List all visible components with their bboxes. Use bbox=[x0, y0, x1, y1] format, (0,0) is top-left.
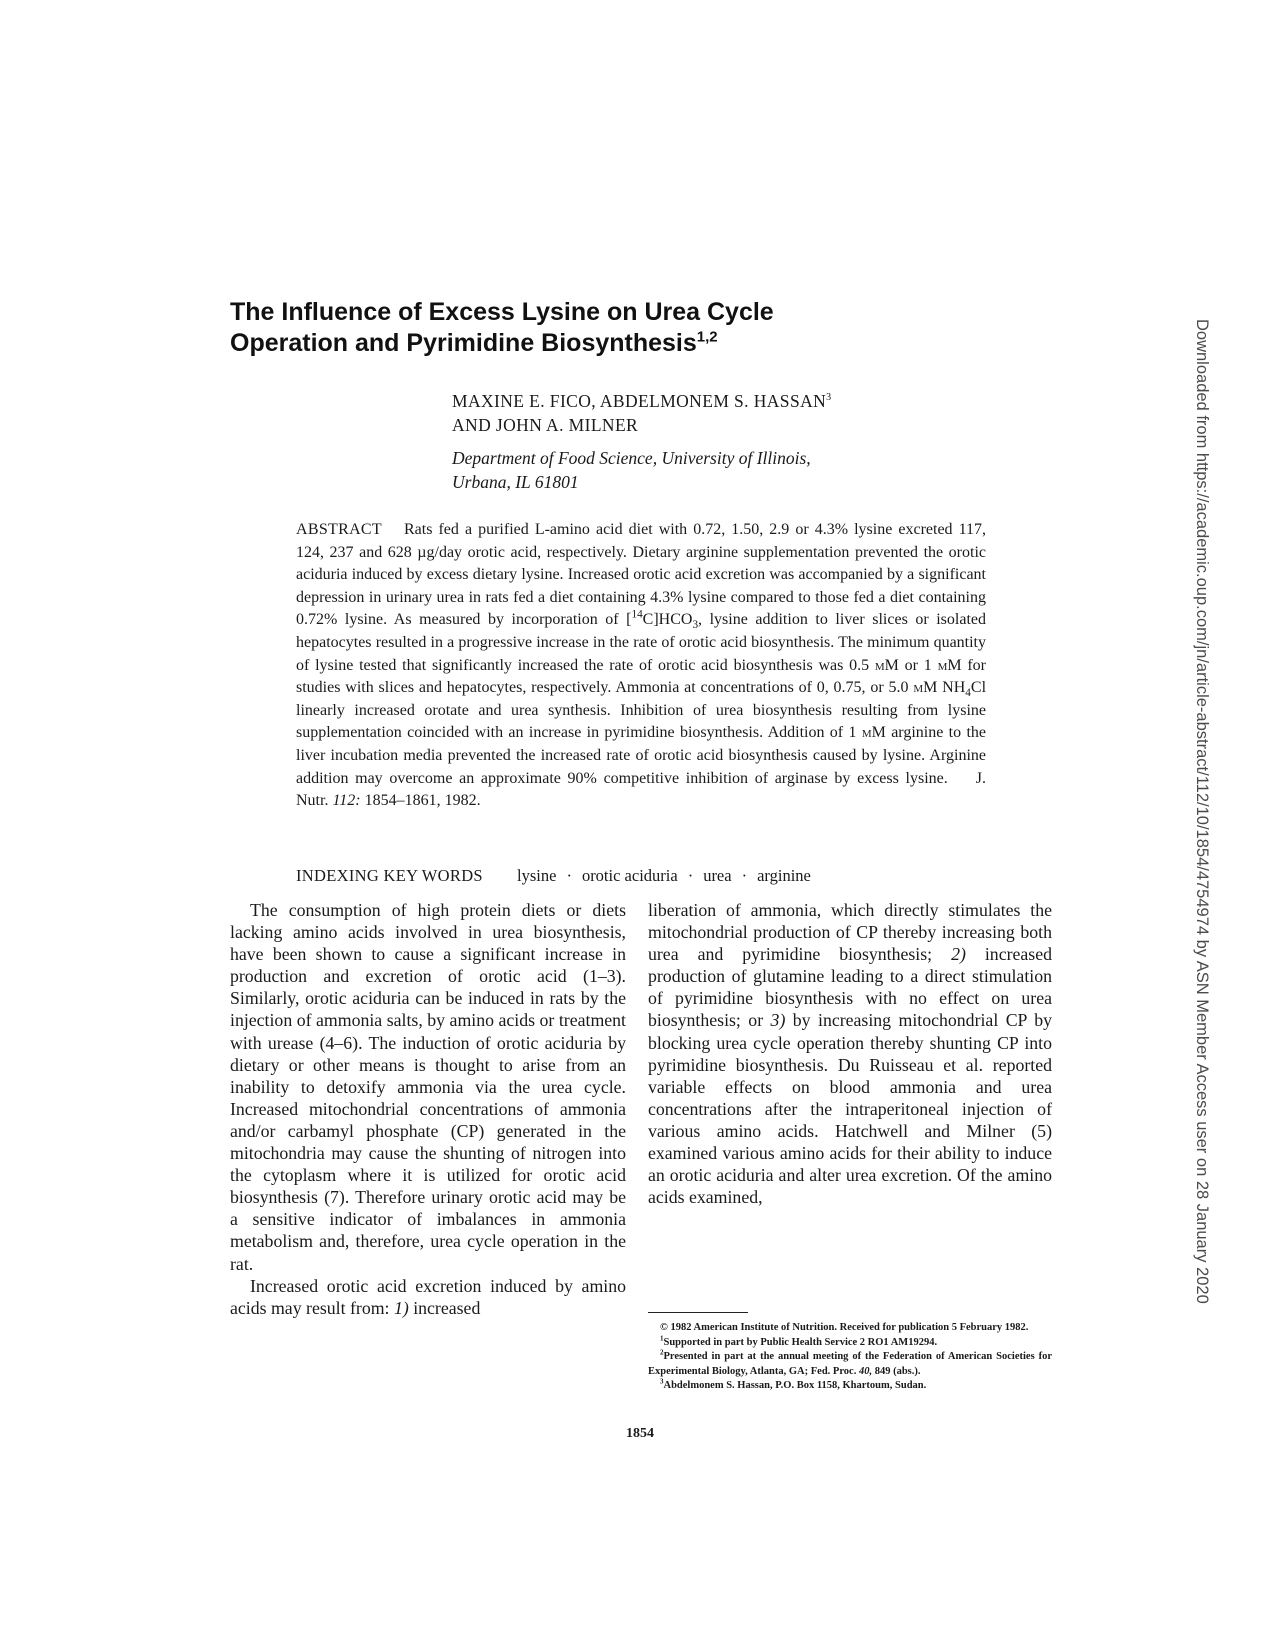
abstract-text: NH bbox=[937, 679, 966, 697]
author-list bbox=[452, 389, 972, 437]
footnote-marker: 1 bbox=[660, 1334, 664, 1342]
abstract-l-prefix: L bbox=[534, 521, 545, 538]
keywords-label: INDEXING KEY WORDS bbox=[296, 866, 483, 885]
keyword-separator: · bbox=[566, 866, 572, 885]
authors-and: AND bbox=[452, 415, 492, 435]
abstract bbox=[296, 519, 986, 813]
abstract-text: arginine to the liver incubation media prevented the increased rate of orotic acid biosynthesis caused by lysine. Arginine addition may overcome an approximate 90% competitive inhibition of arginase by excess lysine. bbox=[296, 724, 987, 787]
abstract-text: or 1 bbox=[898, 656, 938, 674]
footnote-2 bbox=[648, 1350, 1052, 1379]
body-text: by increasing mitochondrial CP by blocking urea cycle operation thereby shunting CP into pyrimidine biosynthesis. Du Ruisseau et al. reported variable effects on blood ammonia and urea concentrations after the intraperitoneal injection of various amino acids. Hatchwell and Milner (5) examined various amino acids for their ability to induce an orotic aciduria and alter urea excretion. Of the amino acids examined, bbox=[648, 1010, 1052, 1208]
keyword-separator: · bbox=[741, 866, 748, 885]
abstract-text: Rats fed a purified bbox=[403, 521, 535, 538]
body-text: Increased orotic acid excretion induced by amino acids may result from: bbox=[230, 1275, 626, 1318]
title-line-2: Operation and Pyrimidine Biosynthesis bbox=[230, 329, 697, 357]
author-footnote-marker: 3 bbox=[826, 392, 832, 404]
abstract-unit: mM bbox=[861, 724, 886, 742]
article-title bbox=[230, 297, 990, 359]
body-text: liberation of ammonia, which directly stimulates the mitochondrial production of CP thereby increasing both urea and pyrimidine biosynthesis; bbox=[648, 900, 1052, 965]
abstract-text: Cl linearly increased orotate and urea synthesis. Inhibition of urea biosynthesis resulting from lysine supplementation coincided with an increase in pyrimidine biosynthesis. Addition of 1 bbox=[296, 679, 987, 742]
keyword: arginine bbox=[757, 866, 811, 885]
keyword: orotic aciduria bbox=[581, 866, 678, 885]
list-number: 2) bbox=[951, 944, 966, 965]
copyright-note: © 1982 American Institute of Nutrition. Received for publication 5 February 1982. bbox=[660, 1322, 1029, 1333]
body-column-right bbox=[648, 899, 1052, 1208]
affiliation-line-2: Urbana, IL 61801 bbox=[452, 472, 579, 492]
footnote-text: Presented in part at the annual meeting of the Federation of American Societies for Experimental Biology, Atlanta, GA; Fed. Proc. bbox=[648, 1351, 1052, 1377]
title-line-1: The Influence of Excess Lysine on Urea Cycle bbox=[230, 298, 774, 326]
footnote-text: Supported in part by Public Health Service 2 RO1 AM19294. bbox=[663, 1336, 938, 1348]
abstract-subscript: 3 bbox=[692, 619, 699, 632]
footnote-marker: 2 bbox=[660, 1348, 664, 1357]
abstract-text: -amino acid diet with 0.72, 1.50, 2.9 or 4.3% lysine excreted 117, 124, 237 and 628 µg/day orotic acid, respectively. Dietary arginine supplementation prevented the orotic aciduria induced by excess dietary lysine. Increased orotic acid excretion was accompanied by a significant depression in urinary urea in rats fed a diet containing 4.3% lysine compared to those fed a diet containing 0.72% lysine. As measured by incorporation of [ bbox=[296, 521, 986, 629]
citation-pages-year: 1854–1861, 1982. bbox=[364, 792, 481, 810]
body-paragraph bbox=[230, 1275, 626, 1319]
affiliation bbox=[452, 446, 972, 494]
keyword-separator: · bbox=[687, 866, 694, 885]
keyword: urea bbox=[703, 866, 732, 885]
footnote-text: 849 (abs.). bbox=[872, 1365, 921, 1377]
footnote-1 bbox=[648, 1336, 1052, 1351]
download-watermark-text: Downloaded from https://academic.oup.com/jn/article-abstract/112/10/1854/4754974 by ASN Member Access user on 28 January 2020 bbox=[1193, 319, 1211, 1304]
citation-volume: 112: bbox=[332, 792, 361, 810]
body-column-left bbox=[230, 899, 626, 1319]
page-number: 1854 bbox=[626, 1426, 654, 1441]
title-footnote-marker: 1,2 bbox=[696, 328, 718, 346]
abstract-unit: mM bbox=[913, 679, 938, 697]
body-text: increased bbox=[408, 1297, 481, 1318]
list-number: 1) bbox=[393, 1297, 409, 1318]
abstract-unit: mM bbox=[874, 656, 899, 674]
footnote-text: Abdelmonem S. Hassan, P.O. Box 1158, Khartoum, Sudan. bbox=[663, 1380, 927, 1391]
authors-line-2: JOHN A. MILNER bbox=[495, 415, 639, 435]
keyword: lysine bbox=[517, 866, 557, 885]
affiliation-line-1: Department of Food Science, University of Illinois, bbox=[452, 448, 811, 468]
authors-line-1: MAXINE E. FICO, ABDELMONEM S. HASSAN bbox=[452, 391, 827, 411]
abstract-subscript: 4 bbox=[965, 687, 971, 700]
download-watermark bbox=[1189, 319, 1211, 1319]
indexing-key-words bbox=[296, 865, 1016, 887]
body-paragraph bbox=[648, 899, 1052, 1208]
abstract-superscript: 14 bbox=[631, 609, 643, 622]
citation-journal: J. Nutr. bbox=[296, 769, 986, 810]
footnote-volume: 40, bbox=[858, 1365, 873, 1377]
abstract-text: C]HCO bbox=[642, 611, 693, 629]
footnotes bbox=[648, 1321, 1052, 1394]
body-text: increased production of glutamine leading to a direct stimulation of pyrimidine biosynthesis with no effect on urea biosynthesis; or bbox=[648, 944, 1052, 1031]
footnote-divider bbox=[648, 1312, 748, 1313]
footnote-marker: 3 bbox=[660, 1377, 664, 1386]
abstract-text: for studies with slices and hepatocytes, respectively. Ammonia at concentrations of 0, 0.75, or 5.0 bbox=[296, 656, 987, 697]
body-paragraph: The consumption of high protein diets or diets lacking amino acids involved in urea biosynthesis, have been shown to cause a significant increase in production and excretion of orotic acid (1–3). Similarly, orotic aciduria can be induced in rats by the injection of ammonia salts, by amino acids or treatment with urease (4–6). The induction of orotic aciduria by dietary or other means is thought to arise from an inability to detoxify ammonia via the urea cycle. Increased mitochondrial concentrations of ammonia and/or carbamyl phosphate (CP) generated in the mitochondria may cause the shunting of nitrogen into the cytoplasm where it is utilized for orotic acid biosynthesis (7). Therefore urinary orotic acid may be a sensitive indicator of imbalances in ammonia metabolism and, therefore, urea cycle operation in the rat. bbox=[230, 900, 626, 1274]
abstract-label: ABSTRACT bbox=[296, 521, 382, 538]
list-number: 3) bbox=[770, 1010, 786, 1031]
footnote-3 bbox=[648, 1379, 1052, 1394]
abstract-text: , lysine addition to liver slices or isolated hepatocytes resulted in a progressive increase in the rate of orotic acid biosynthesis. The minimum quantity of lysine tested that significantly increased the rate of orotic acid biosynthesis was 0.5 bbox=[296, 611, 986, 674]
abstract-unit: mM bbox=[937, 656, 962, 674]
